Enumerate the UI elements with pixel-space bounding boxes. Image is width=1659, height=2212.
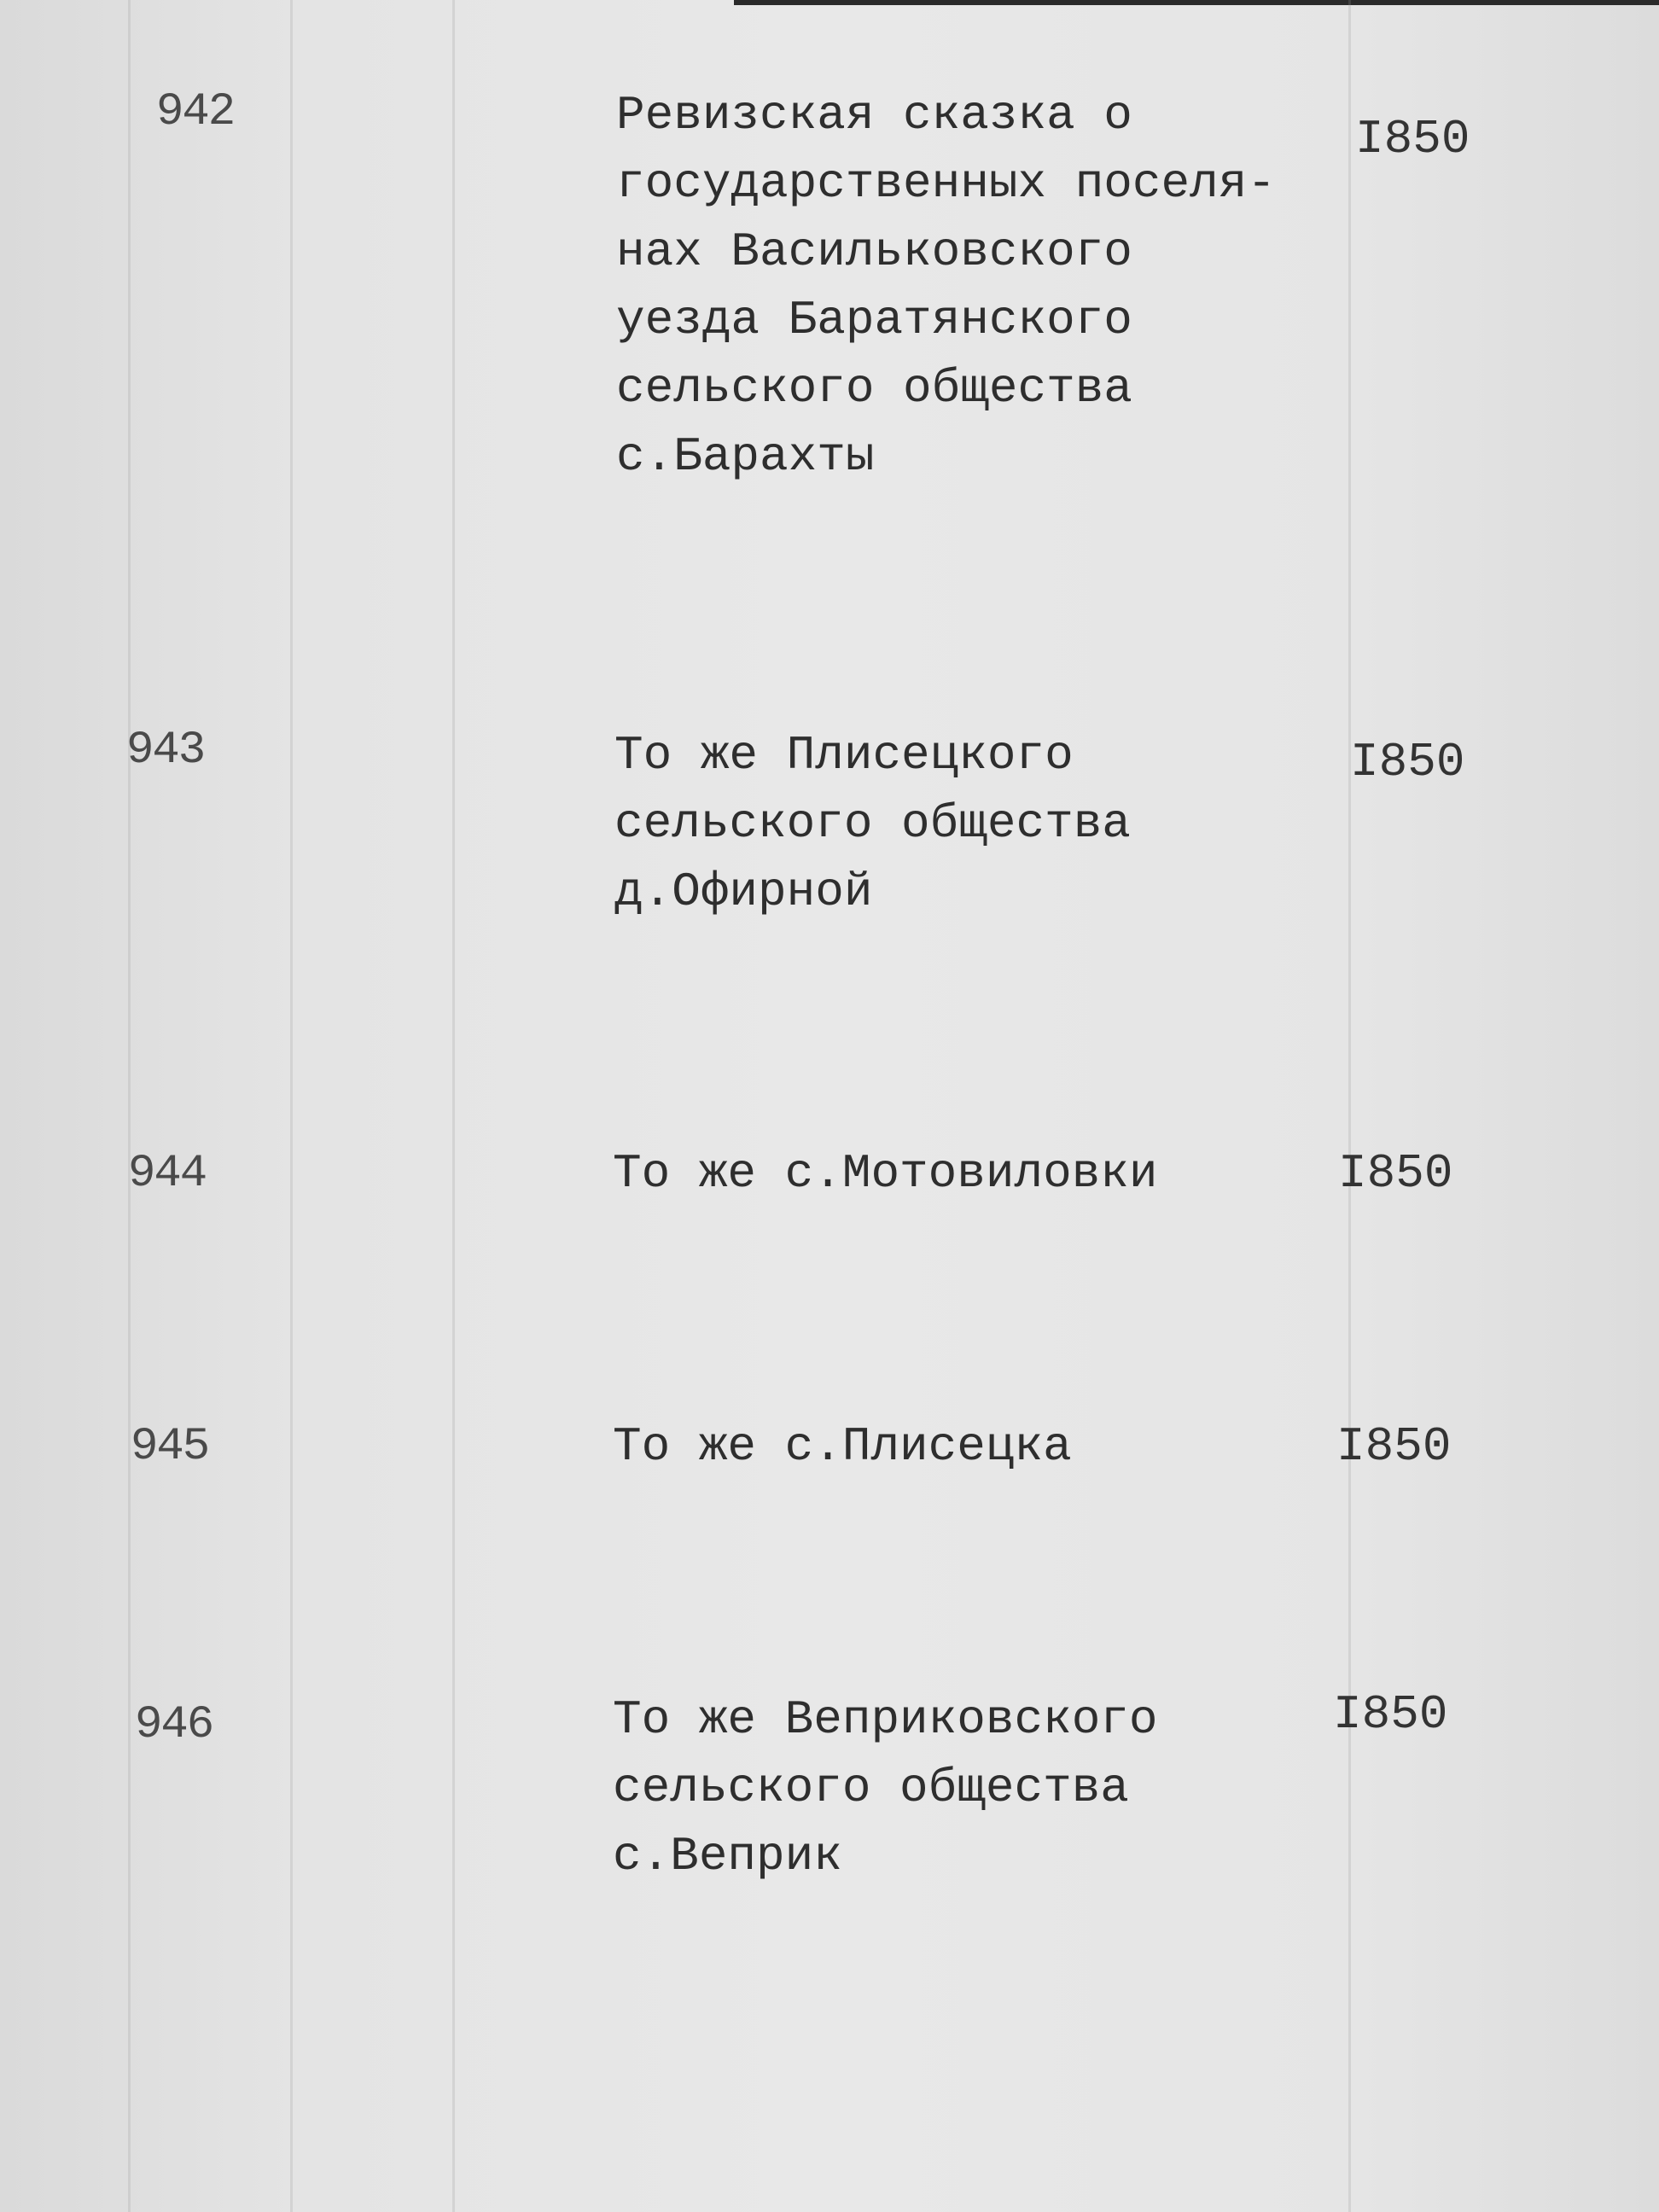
entry-year: I850 bbox=[1338, 1146, 1453, 1201]
description-line: То же с.Мотовиловки bbox=[613, 1146, 1158, 1201]
entry-description bbox=[616, 81, 1333, 491]
column-rule bbox=[290, 0, 293, 2212]
entry-number: 946 bbox=[135, 1699, 213, 1751]
entry-year: I850 bbox=[1350, 735, 1465, 789]
description-line: государственных поселя- bbox=[616, 156, 1276, 211]
description-line: уезда Баратянского bbox=[616, 293, 1132, 347]
entry-year: I850 bbox=[1336, 1419, 1452, 1474]
description-line: Ревизская сказка о bbox=[616, 88, 1132, 143]
column-rule bbox=[128, 0, 131, 2212]
entry-year: I850 bbox=[1333, 1687, 1448, 1742]
entry-number: 942 bbox=[156, 86, 235, 138]
description-line: То же Плисецкого bbox=[614, 728, 1074, 783]
description-line: нах Васильковского bbox=[616, 224, 1132, 279]
entry-number: 945 bbox=[131, 1421, 209, 1473]
entry-description bbox=[613, 1685, 1330, 1890]
description-line: с.Барахты bbox=[616, 429, 875, 484]
column-rule bbox=[452, 0, 455, 2212]
entry-year: I850 bbox=[1355, 112, 1470, 166]
entry-number: 944 bbox=[128, 1148, 207, 1200]
entry-description bbox=[614, 721, 1331, 926]
description-line: сельского общества bbox=[616, 361, 1132, 416]
entry-description bbox=[613, 1139, 1330, 1208]
description-line: д.Офирной bbox=[614, 864, 873, 919]
description-line: То же Веприковского bbox=[613, 1692, 1158, 1747]
column-rule bbox=[1348, 0, 1351, 2212]
entry-number: 943 bbox=[126, 725, 205, 777]
description-line: с.Веприк bbox=[613, 1829, 842, 1883]
description-line: сельского общества bbox=[613, 1761, 1129, 1815]
description-line: сельского общества bbox=[614, 796, 1131, 851]
description-line: То же с.Плисецка bbox=[613, 1419, 1072, 1474]
entry-description bbox=[613, 1412, 1330, 1481]
page-top-edge bbox=[734, 0, 1659, 5]
